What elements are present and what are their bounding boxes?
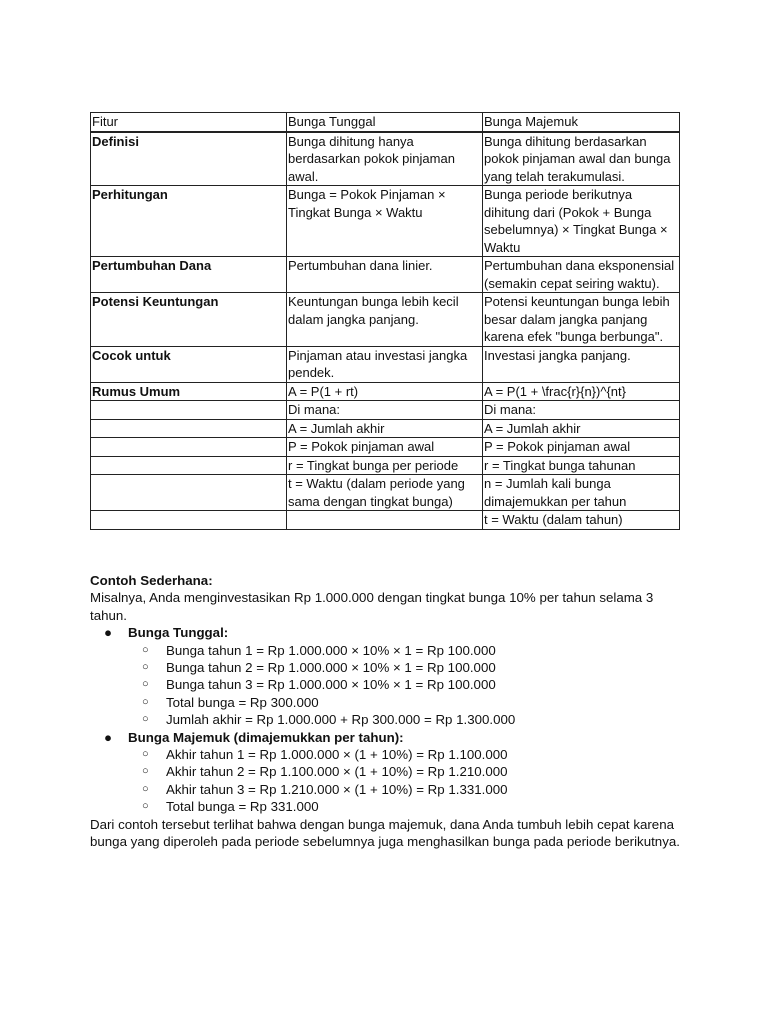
example-heading: Contoh Sederhana:	[90, 573, 213, 588]
circle-bullet-icon: ○	[142, 643, 149, 656]
bullet-icon: ●	[104, 729, 113, 745]
bunga-majemuk-cell: Bunga periode berikutnya dihitung dari (Pokok + Bunga sebelumnya) × Tingkat Bunga × Waktu	[483, 186, 680, 257]
table-row	[91, 257, 680, 293]
table-row	[91, 401, 680, 420]
table-row	[91, 511, 680, 530]
bunga-majemuk-cell: A = P(1 + \frac{r}{n})^{nt}	[483, 382, 680, 401]
bunga-tunggal-cell: r = Tingkat bunga per periode	[287, 456, 483, 475]
example-section	[90, 572, 690, 851]
sub-list-item: ○ Bunga tahun 1 = Rp 1.000.000 × 10% × 1 = Rp 100.000	[142, 642, 496, 658]
bunga-majemuk-cell: A = Jumlah akhir	[483, 419, 680, 438]
sub-list-item: ○ Bunga tahun 3 = Rp 1.000.000 × 10% × 1 = Rp 100.000	[142, 677, 496, 693]
circle-bullet-icon: ○	[142, 782, 149, 795]
bunga-tunggal-cell: Pinjaman atau investasi jangka pendek.	[287, 346, 483, 382]
feature-cell: Potensi Keuntungan	[91, 293, 287, 347]
table-row	[91, 438, 680, 457]
section-title: Bunga Majemuk (dimajemukkan per tahun):	[128, 729, 404, 745]
bunga-majemuk-cell: r = Tingkat bunga tahunan	[483, 456, 680, 475]
bunga-majemuk-cell: Pertumbuhan dana eksponensial (semakin cepat seiring waktu).	[483, 257, 680, 293]
bunga-majemuk-cell: Investasi jangka panjang.	[483, 346, 680, 382]
sub-list-item: ○ Total bunga = Rp 331.000	[142, 799, 319, 815]
bunga-tunggal-cell	[287, 511, 483, 530]
bunga-tunggal-cell: P = Pokok pinjaman awal	[287, 438, 483, 457]
list-item-bunga-majemuk	[90, 729, 690, 816]
sub-list-item: ○ Akhir tahun 2 = Rp 1.100.000 × (1 + 10%) = Rp 1.210.000	[142, 764, 508, 780]
table-row	[91, 382, 680, 401]
sub-list-item: ○ Akhir tahun 3 = Rp 1.210.000 × (1 + 10%) = Rp 1.331.000	[142, 781, 508, 797]
feature-cell: Perhitungan	[91, 186, 287, 257]
table-row	[91, 419, 680, 438]
comparison-table	[90, 112, 680, 530]
circle-bullet-icon: ○	[142, 748, 149, 761]
bunga-majemuk-cell: Potensi keuntungan bunga lebih besar dalam jangka panjang karena efek "bunga berbunga".	[483, 293, 680, 347]
feature-cell: Definisi	[91, 132, 287, 186]
circle-bullet-icon: ○	[142, 661, 149, 674]
table-row	[91, 456, 680, 475]
header-cell-bunga-tunggal: Bunga Tunggal	[287, 113, 483, 132]
bunga-majemuk-cell: n = Jumlah kali bunga dimajemukkan per tahun	[483, 475, 680, 511]
circle-bullet-icon: ○	[142, 713, 149, 726]
header-cell-fitur: Fitur	[91, 113, 287, 132]
example-intro: Misalnya, Anda menginvestasikan Rp 1.000.000 dengan tingkat bunga 10% per tahun selama 3 tahun.	[90, 590, 654, 623]
bunga-tunggal-cell: A = Jumlah akhir	[287, 419, 483, 438]
circle-bullet-icon: ○	[142, 800, 149, 813]
sub-list-item: ○ Bunga tahun 2 = Rp 1.000.000 × 10% × 1 = Rp 100.000	[142, 660, 496, 676]
table-row	[91, 186, 680, 257]
sub-list-item: ○ Total bunga = Rp 300.000	[142, 694, 319, 710]
bunga-tunggal-cell: Di mana:	[287, 401, 483, 420]
sub-list	[128, 746, 690, 816]
bunga-tunggal-cell: Bunga = Pokok Pinjaman × Tingkat Bunga × Waktu	[287, 186, 483, 257]
bunga-majemuk-cell: P = Pokok pinjaman awal	[483, 438, 680, 457]
feature-cell	[91, 401, 287, 420]
example-conclusion: Dari contoh tersebut terlihat bahwa dengan bunga majemuk, dana Anda tumbuh lebih cepat karena bunga yang diperoleh pada periode sebelumnya juga menghasilkan bunga pada periode berikutnya.	[90, 816, 680, 850]
table-row	[91, 293, 680, 347]
bunga-tunggal-cell: Keuntungan bunga lebih kecil dalam jangka panjang.	[287, 293, 483, 347]
section-title: Bunga Tunggal:	[128, 625, 229, 641]
bullet-icon: ●	[104, 625, 113, 641]
bunga-tunggal-cell: Bunga dihitung hanya berdasarkan pokok pinjaman awal.	[287, 132, 483, 186]
bunga-majemuk-cell: t = Waktu (dalam tahun)	[483, 511, 680, 530]
table-row	[91, 346, 680, 382]
table-header-row	[91, 113, 680, 132]
feature-cell: Pertumbuhan Dana	[91, 257, 287, 293]
bunga-tunggal-cell: t = Waktu (dalam periode yang sama dengan tingkat bunga)	[287, 475, 483, 511]
circle-bullet-icon: ○	[142, 765, 149, 778]
bunga-majemuk-cell: Di mana:	[483, 401, 680, 420]
bunga-tunggal-cell: A = P(1 + rt)	[287, 382, 483, 401]
feature-cell	[91, 511, 287, 530]
bunga-tunggal-cell: Pertumbuhan dana linier.	[287, 257, 483, 293]
feature-cell	[91, 475, 287, 511]
sub-list-item: ○ Jumlah akhir = Rp 1.000.000 + Rp 300.000 = Rp 1.300.000	[142, 712, 516, 728]
table-row	[91, 132, 680, 186]
example-list	[90, 624, 690, 815]
bunga-majemuk-cell: Bunga dihitung berdasarkan pokok pinjaman awal dan bunga yang telah terakumulasi.	[483, 132, 680, 186]
table-row	[91, 475, 680, 511]
list-item-bunga-tunggal	[90, 624, 690, 728]
feature-cell: Rumus Umum	[91, 382, 287, 401]
circle-bullet-icon: ○	[142, 678, 149, 691]
feature-cell	[91, 456, 287, 475]
sub-list	[128, 642, 690, 729]
feature-cell	[91, 419, 287, 438]
feature-cell	[91, 438, 287, 457]
header-cell-bunga-majemuk: Bunga Majemuk	[483, 113, 680, 132]
circle-bullet-icon: ○	[142, 695, 149, 708]
sub-list-item: ○ Akhir tahun 1 = Rp 1.000.000 × (1 + 10%) = Rp 1.100.000	[142, 747, 508, 763]
feature-cell: Cocok untuk	[91, 346, 287, 382]
